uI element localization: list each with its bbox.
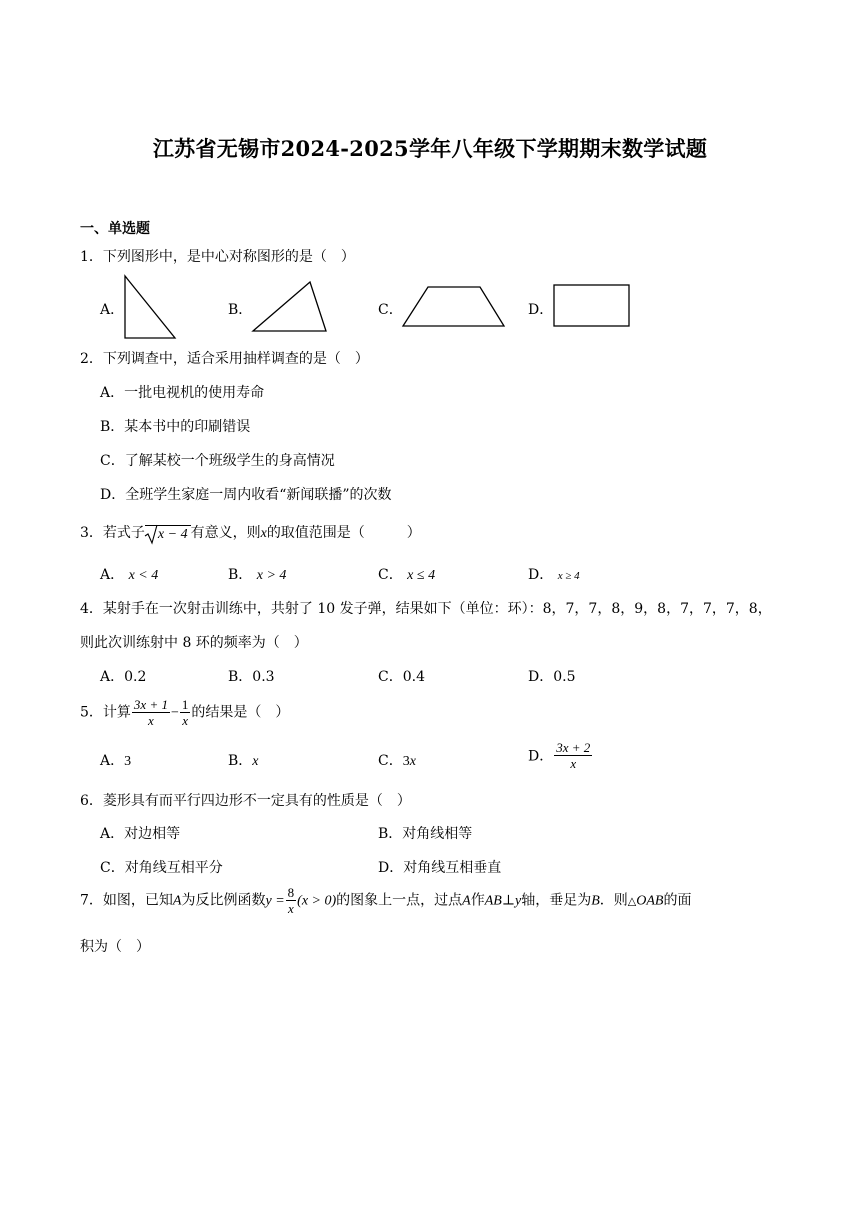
q5-fraction-2: $\frac{1}{x}$ [181, 697, 189, 728]
q5-prefix: 5．计算 [80, 704, 131, 721]
q5-fraction-1: $\frac{3x + 1}{x}$ [133, 697, 168, 728]
q7-domain: (x > 0) [297, 893, 337, 909]
q3-suffix: 的取值范围是（ ） [266, 525, 421, 541]
q3-option-b-expr: x > 4 [256, 568, 287, 583]
q5-option-d: D． $\frac{3x + 2}{x}$ [528, 740, 591, 771]
question-2-stem: 2．下列调查中，适合采用抽样调查的是（ ） [80, 351, 369, 367]
q6-option-a: A．对边相等 [100, 826, 181, 842]
q4-option-d: D．0.5 [528, 669, 576, 685]
q3-sqrt-expression [145, 525, 191, 543]
q5-minus: − [170, 705, 179, 721]
section-heading: 一、单选题 [80, 221, 150, 237]
page-title: 江苏省无锡市2024-2025学年八年级下学期期末数学试题 [152, 136, 708, 161]
q2-option-d: D．全班学生家庭一周内收看“新闻联播”的次数 [100, 487, 392, 503]
q5-option-d-fraction: $\frac{3x + 2}{x}$ [556, 740, 591, 771]
question-4-line-1: 4．某射手在一次射击训练中，共射了 10 发子弹，结果如下（单位：环）：8，7，7，8，9，8，7，7，7，8， [80, 601, 772, 617]
q7-func-lhs: y = [265, 893, 285, 909]
q3-radicand: x − 4 [157, 527, 188, 542]
q5-option-a: A．3 [100, 753, 132, 769]
q6-option-b: B．对角线相等 [378, 826, 473, 842]
q3-var: x [260, 526, 267, 541]
q3-prefix: 3．若式子 [80, 525, 145, 541]
q5-suffix: 的结果是（ ） [191, 704, 290, 721]
right-triangle-icon [124, 275, 176, 339]
q4-option-a: A．0.2 [100, 669, 147, 685]
sqrt-icon [145, 525, 158, 545]
q5-option-b: B．x [228, 753, 259, 769]
q4-option-b: B．0.3 [228, 669, 275, 685]
question-5-stem [80, 697, 289, 728]
question-7-line-1: 7．如图，已知A为反比例函数y = $\frac{8}{x}$ (x > 0)的图象上一点，过点A作AB⊥y轴，垂足为B．则△OAB的面 [80, 885, 692, 916]
q4-option-c: C．0.4 [378, 669, 425, 685]
q6-option-c: C．对角线互相平分 [100, 860, 223, 876]
triangle-icon [252, 281, 328, 333]
question-6-stem: 6．菱形具有而平行四边形不一定具有的性质是（ ） [80, 793, 411, 809]
question-3-stem [80, 522, 421, 543]
q5-option-c: C．3x [378, 753, 416, 769]
q1-option-d-label: D． [528, 302, 554, 318]
q2-option-a: A．一批电视机的使用寿命 [100, 385, 265, 401]
q3-mid: 有意义，则 [190, 525, 261, 541]
q3-option-d: D． x ≥ 4 [528, 567, 580, 583]
q2-option-b: B．某本书中的印刷错误 [100, 419, 251, 435]
question-7-line-2: 积为（ ） [80, 939, 150, 955]
q3-option-c: C． x ≤ 4 [378, 567, 436, 583]
q2-option-c: C．了解某校一个班级学生的身高情况 [100, 453, 335, 469]
question-4-line-2: 则此次训练射中 8 环的频率为（ ） [80, 635, 308, 651]
q3-option-d-expr: x ≥ 4 [557, 570, 580, 582]
q1-option-a-label: A． [100, 302, 125, 318]
q1-option-b-label: B． [228, 302, 253, 318]
q1-option-c-label: C． [378, 302, 403, 318]
q7-func-fraction: $\frac{8}{x}$ [287, 885, 295, 916]
q6-option-d: D．对角线互相垂直 [378, 860, 502, 876]
q3-option-a: A． x < 4 [100, 567, 159, 583]
q3-option-b: B． x > 4 [228, 567, 287, 583]
q3-option-a-expr: x < 4 [128, 568, 159, 583]
rectangle-icon [553, 284, 631, 328]
q3-option-c-expr: x ≤ 4 [407, 568, 436, 583]
trapezoid-icon [402, 286, 506, 328]
question-1-stem: 1．下列图形中，是中心对称图形的是（ ） [80, 249, 355, 265]
